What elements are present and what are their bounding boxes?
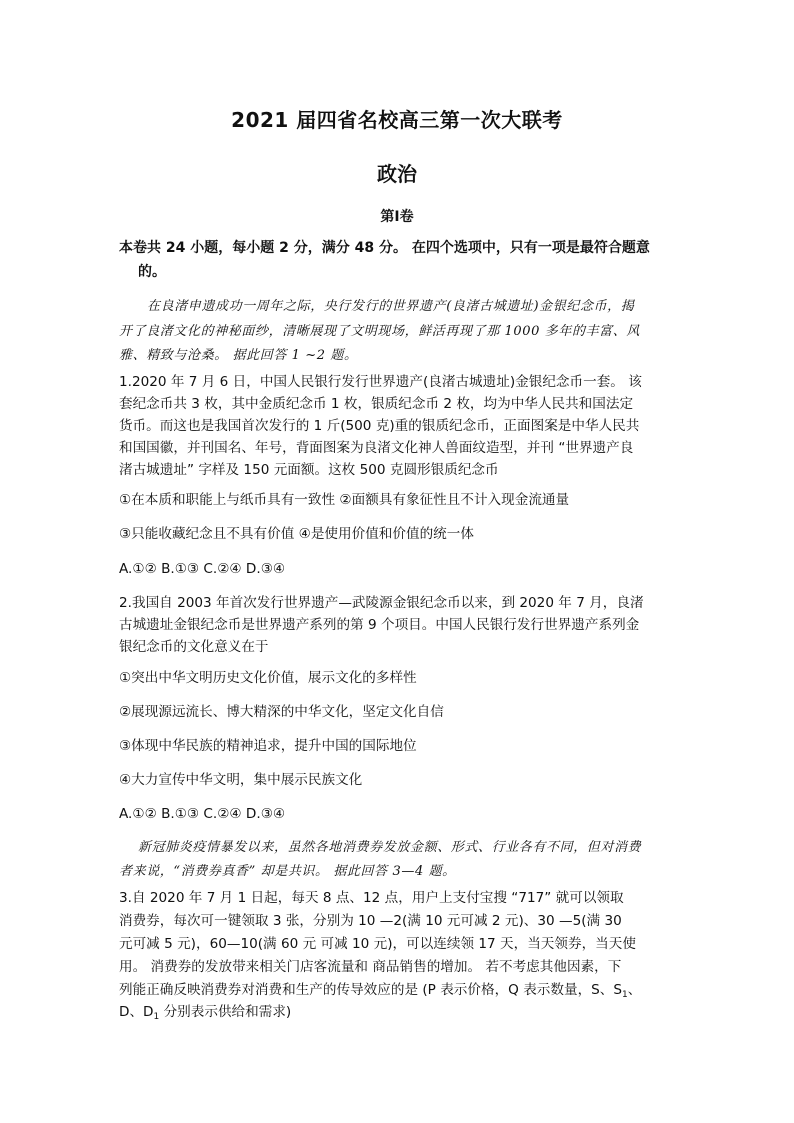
subscript-d1: 1 xyxy=(153,1012,160,1022)
question-2-choices: A.①② B.①③ C.②④ D.③④ xyxy=(119,806,286,822)
question-3-line-4: 用。 消费券的发放带来相关门店客流量和 商品销售的增加。 若不考虑其他因素，下 xyxy=(119,959,622,975)
instruction-line-2: 的。 xyxy=(138,264,166,280)
question-2-option-4: ④大力宣传中华文明，集中展示民族文化 xyxy=(119,772,363,788)
passage-1-line-3: 雅、精致与沧桑。 据此回答 1 ~2 题。 xyxy=(119,348,358,363)
question-2-line-2: 古城遗址金银纪念币是世界遗产系列的第 9 个项目。中国人民银行发行世界遗产系列金 xyxy=(119,617,640,633)
exam-title: 2021 届四省名校高三第一次大联考 xyxy=(231,108,563,132)
passage-2-line-2: 者来说，“消费券真香” 却是共识。 据此回答 3—4 题。 xyxy=(119,864,456,879)
part-title: 第Ⅰ卷 xyxy=(380,209,414,225)
question-3-line-5-text: 列能正确反映消费券对消费和生产的传导效应的是 (P 表示价格，Q 表示数量，S、S xyxy=(119,982,623,998)
question-2-option-2: ②展现源远流长、博大精深的中华文化，坚定文化自信 xyxy=(119,704,444,720)
subscript-s1: 1 xyxy=(622,990,628,1000)
question-3-line-2: 消费券，每次可一键领取 3 张，分别为 10 —2(满 10 元可减 2 元)、30 —5(满 30 xyxy=(119,913,622,929)
question-3-line-6 xyxy=(119,1002,291,1027)
question-3-line-5-tail: 、 xyxy=(627,982,642,998)
question-3-line-1: 3.自 2020 年 7 月 1 日起，每天 8 点、12 点，用户上支付宝搜 “717” 就可以领取 xyxy=(119,890,624,906)
question-1-line-2: 套纪念币共 3 枚，其中金质纪念币 1 枚，银质纪念币 2 枚，均为中华人民共和国法定 xyxy=(119,396,634,412)
question-1-options-1: ①在本质和职能上与纸币具有一致性 ②面额具有象征性且不计入现金流通量 xyxy=(119,492,570,508)
question-1-line-4: 和国国徽，并刊国名、年号，背面图案为良渚文化神人兽面纹造型，并刊 “世界遗产良 xyxy=(119,440,634,456)
question-3-line-3: 元可减 5 元)，60—10(满 60 元 可减 10 元)，可以连续领 17 天，当天领券，当天使 xyxy=(119,936,636,952)
question-3-line-6-start: D、D xyxy=(119,1004,154,1020)
passage-1-line-2: 开了良渚文化的神秘面纱，清晰展现了文明现场，鲜活再现了那 1000 多年的丰富、风 xyxy=(119,324,640,339)
instruction-line-1: 本卷共 24 小题，每小题 2 分，满分 48 分。 在四个选项中，只有一项是最符合题意 xyxy=(119,240,650,256)
question-1-line-5: 渚古城遗址” 字样及 150 元面额。这枚 500 克圆形银质纪念币 xyxy=(119,462,499,478)
question-2-option-3: ③体现中华民族的精神追求，提升中国的国际地位 xyxy=(119,738,417,754)
question-1-options-2: ③只能收藏纪念且不具有价值 ④是使用价值和价值的统一体 xyxy=(119,526,474,542)
passage-1-line-1: 在良渚申遗成功一周年之际，央行发行的世界遗产(良渚古城遗址)金银纪念币，揭 xyxy=(147,299,635,314)
question-1-choices: A.①② B.①③ C.②④ D.③④ xyxy=(119,561,286,577)
subject-title: 政治 xyxy=(377,162,417,186)
question-1-line-3: 货币。而这也是我国首次发行的 1 斤(500 克)重的银质纪念币，正面图案是中华人民共 xyxy=(119,418,640,434)
question-2-option-1: ①突出中华文明历史文化价值，展示文化的多样性 xyxy=(119,670,417,686)
question-1-line-1: 1.2020 年 7 月 6 日，中国人民银行发行世界遗产(良渚古城遗址)金银纪念币一套。 该 xyxy=(119,374,642,390)
question-2-line-1: 2.我国自 2003 年首次发行世界遗产—武陵源金银纪念币以来，到 2020 年 7 月，良渚 xyxy=(119,595,644,611)
question-2-line-3: 银纪念币的文化意义在于 xyxy=(119,639,269,655)
passage-2-line-1: 新冠肺炎疫情暴发以来，虽然各地消费券发放金额、形式、行业各有不同，但对消费 xyxy=(138,840,642,855)
question-3-line-6-end: 分别表示供给和需求) xyxy=(159,1004,292,1020)
